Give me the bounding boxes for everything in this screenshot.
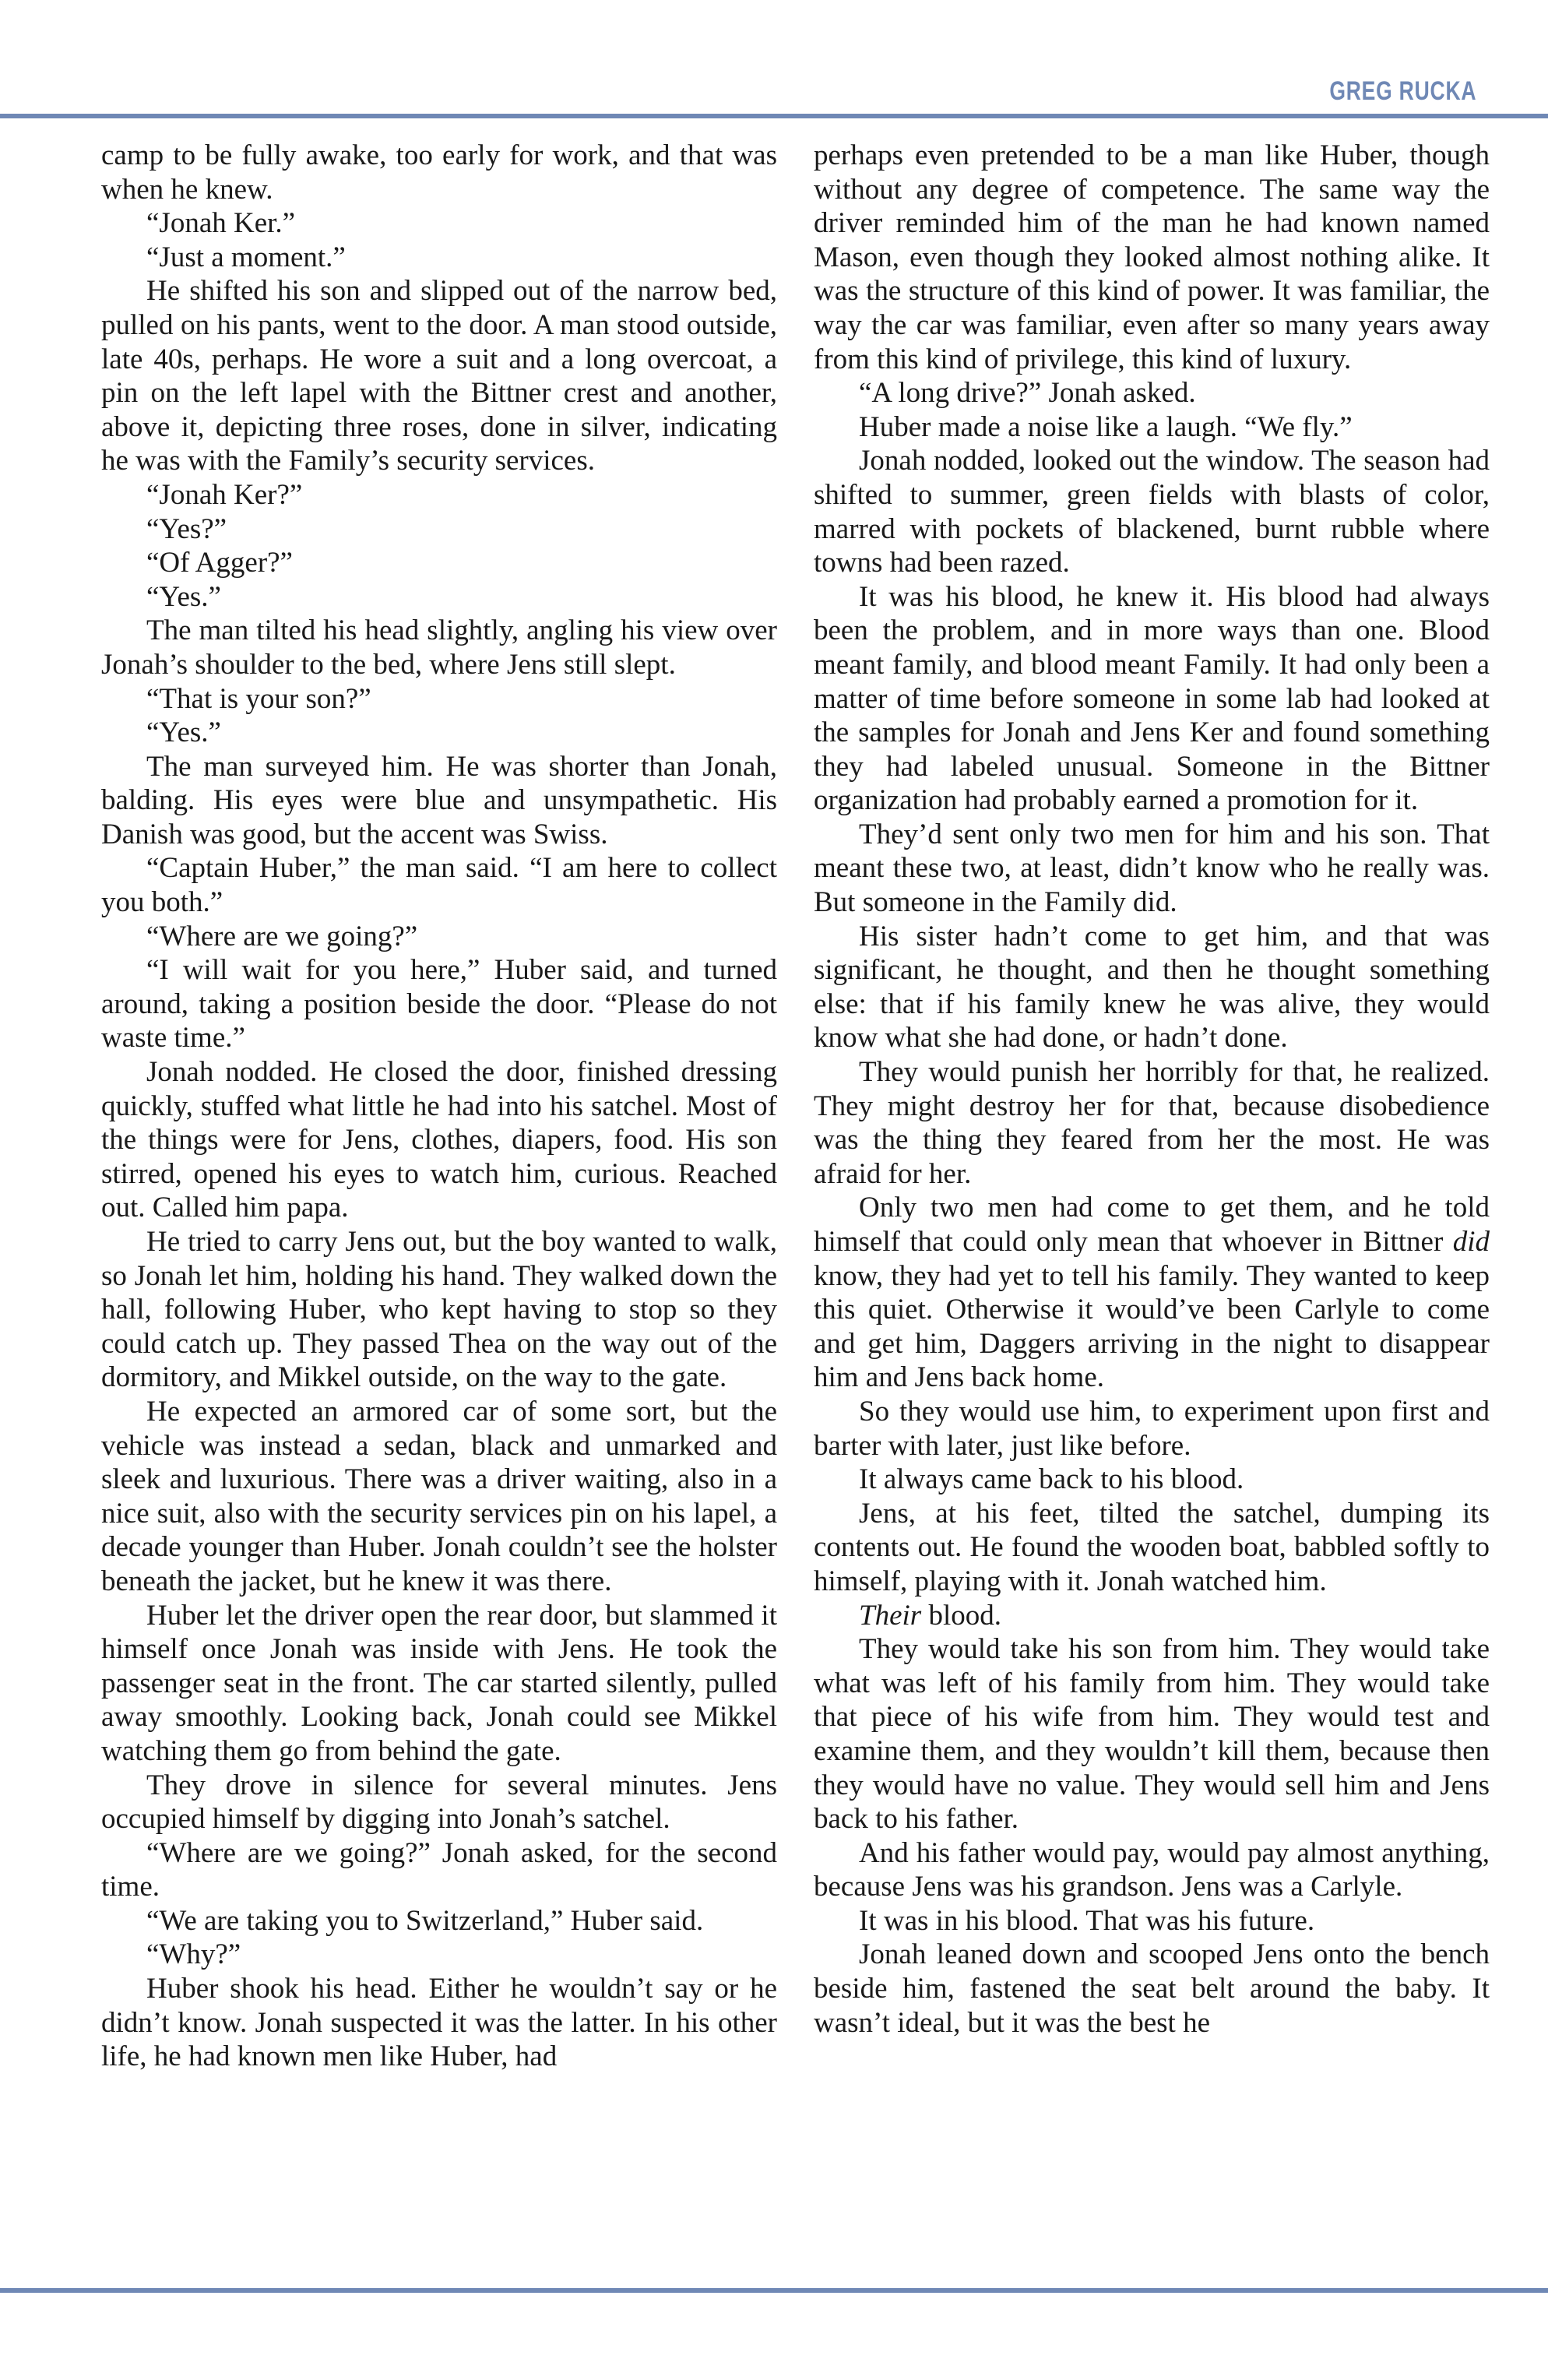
paragraph: “We are taking you to Switzerland,” Huber said. bbox=[146, 1904, 704, 1937]
paragraph: They’d sent only two men for him and his son. That meant these two, at least, didn’t know who he really was. But someone in the Family did. bbox=[814, 818, 1490, 919]
paragraph: “Jonah Ker?” bbox=[146, 478, 303, 511]
paragraph: “Captain Huber,” the man said. “I am here to collect you both.” bbox=[101, 852, 777, 919]
paragraph: Huber made a noise like a laugh. “We fly.” bbox=[859, 410, 1353, 443]
paragraph: So they would use him, to experiment upon first and barter with later, just like before. bbox=[814, 1395, 1490, 1462]
paragraph: Jens, at his feet, tilted the satchel, dumping its contents out. He found the wooden boat, babbled softly to himself, playing with it. Jonah watched him. bbox=[814, 1497, 1490, 1597]
paragraph: Jonah leaned down and scooped Jens onto the bench beside him, fastened the seat belt around the baby. It wasn’t ideal, but it was the best he bbox=[814, 1938, 1490, 2039]
emphasis-text: did bbox=[1452, 1226, 1490, 1258]
paragraph: It was his blood, he knew it. His blood had always been the problem, and in more ways than one. Blood meant family, and blood meant Family. It had only been a matter of time before someone in some lab had looked at the samples for Jonah and Jens Ker and found something they had labeled unusual. Someone in the Bittner organization had probably earned a promotion for it. bbox=[814, 580, 1490, 817]
paragraph bbox=[814, 1599, 1490, 1633]
paragraph-text: blood. bbox=[928, 1599, 1001, 1632]
running-head: GREG RUCKA bbox=[1328, 76, 1476, 106]
paragraph: Jonah nodded. He closed the door, finished dressing quickly, stuffed what little he had into his satchel. Most of the things were for Jens, clothes, diapers, food. His son stirred, opened his eyes to watch him, curious. Reached out. Called him papa. bbox=[101, 1056, 777, 1224]
header-rule bbox=[0, 114, 1548, 118]
right-column bbox=[814, 139, 1490, 2040]
paragraph: The man tilted his head slightly, angling his view over Jonah’s shoulder to the bed, where Jens still slept. bbox=[101, 614, 777, 681]
paragraph: He shifted his son and slipped out of the narrow bed, pulled on his pants, went to the door. A man stood outside, late 40s, perhaps. He wore a suit and a long overcoat, a pin on the left lapel with the Bittner crest and another, above it, depicting three roses, done in silver, indicating he was with the Family’s security services. bbox=[101, 275, 777, 477]
paragraph: They would take his son from him. They would take what was left of his family from him. They would take that piece of his wife from him. They would test and examine them, and they wouldn’t kill them, because then they would have no value. They would sell him and Jens back to his father. bbox=[814, 1633, 1490, 1836]
paragraph: “Yes?” bbox=[146, 512, 227, 545]
paragraph: Huber let the driver open the rear door, but slammed it himself once Jonah was inside with Jens. He took the passenger seat in the front. The car started silently, pulled away smoothly. Looking back, Jonah could see Mikkel watching them go from behind the gate. bbox=[101, 1599, 777, 1767]
paragraph: It always came back to his blood. bbox=[859, 1463, 1244, 1496]
paragraph: perhaps even pretended to be a man like Huber, though without any degree of competence. The same way the driver reminded him of the man he had known named Mason, even though they looked almost nothing alike. It was the structure of this kind of power. It was familiar, the way the car was familiar, even after so many years away from this kind of privilege, this kind of luxury. bbox=[814, 139, 1490, 375]
paragraph: “Of Agger?” bbox=[146, 547, 293, 579]
paragraph: Huber shook his head. Either he wouldn’t say or he didn’t know. Jonah suspected it was the latter. In his other life, he had known men like Huber, had bbox=[101, 1973, 777, 2073]
paragraph: And his father would pay, would pay almost anything, because Jens was his grandson. Jens was a Carlyle. bbox=[814, 1836, 1490, 1903]
paragraph: His sister hadn’t come to get him, and that was significant, he thought, and then he thought something else: that if his family knew he was alive, they would know what she had done, or hadn’t done. bbox=[814, 920, 1490, 1054]
paragraph-text: Only two men had come to get them, and he told himself that could only mean that whoever in Bittner bbox=[814, 1192, 1490, 1258]
paragraph: “Just a moment.” bbox=[146, 241, 346, 273]
paragraph: “A long drive?” Jonah asked. bbox=[859, 377, 1196, 410]
paragraph: camp to be fully awake, too early for work, and that was when he knew. bbox=[101, 139, 777, 206]
paragraph: Jonah nodded, looked out the window. The season had shifted to summer, green fields with blasts of color, marred with pockets of blackened, burnt rubble where towns had been razed. bbox=[814, 445, 1490, 579]
footer-rule bbox=[0, 2288, 1548, 2293]
paragraph: He expected an armored car of some sort, but the vehicle was instead a sedan, black and unmarked and sleek and luxurious. There was a driver waiting, also in a nice suit, also with the security services pin on his lapel, a decade younger than Huber. Jonah couldn’t see the holster beneath the jacket, but he knew it was there. bbox=[101, 1395, 777, 1597]
paragraph: “Where are we going?” bbox=[146, 920, 418, 952]
paragraph: They would punish her horribly for that, he realized. They might destroy her for that, because disobedience was the thing they feared from her the most. He was afraid for her. bbox=[814, 1056, 1490, 1190]
paragraph: “Why?” bbox=[146, 1938, 241, 1971]
paragraph: They drove in silence for several minutes. Jens occupied himself by digging into Jonah’s satchel. bbox=[101, 1769, 777, 1836]
paragraph-text: know, they had yet to tell his family. They wanted to keep this quiet. Otherwise it would’ve been Carlyle to come and get him, Daggers arriving in the night to disappear him and Jens back home. bbox=[814, 1259, 1490, 1394]
paragraph: “That is your son?” bbox=[146, 682, 371, 715]
paragraph bbox=[814, 1191, 1490, 1395]
paragraph: He tried to carry Jens out, but the boy wanted to walk, so Jonah let him, holding his hand. They walked down the hall, following Huber, who kept having to stop so they could catch up. They passed Thea on the way out of the dormitory, and Mikkel outside, on the way to the gate. bbox=[101, 1226, 777, 1394]
paragraph: It was in his blood. That was his future. bbox=[859, 1904, 1315, 1937]
paragraph: “Yes.” bbox=[146, 580, 221, 613]
paragraph: The man surveyed him. He was shorter than Jonah, balding. His eyes were blue and unsympathetic. His Danish was good, but the accent was Swiss. bbox=[101, 750, 777, 850]
left-column bbox=[101, 139, 777, 2074]
paragraph: “I will wait for you here,” Huber said, and turned around, taking a position beside the door. “Please do not waste time.” bbox=[101, 954, 777, 1054]
paragraph: “Jonah Ker.” bbox=[146, 207, 296, 240]
emphasis-text: Their bbox=[859, 1599, 922, 1632]
paragraph: “Where are we going?” Jonah asked, for the second time. bbox=[101, 1836, 777, 1903]
paragraph: “Yes.” bbox=[146, 716, 221, 749]
